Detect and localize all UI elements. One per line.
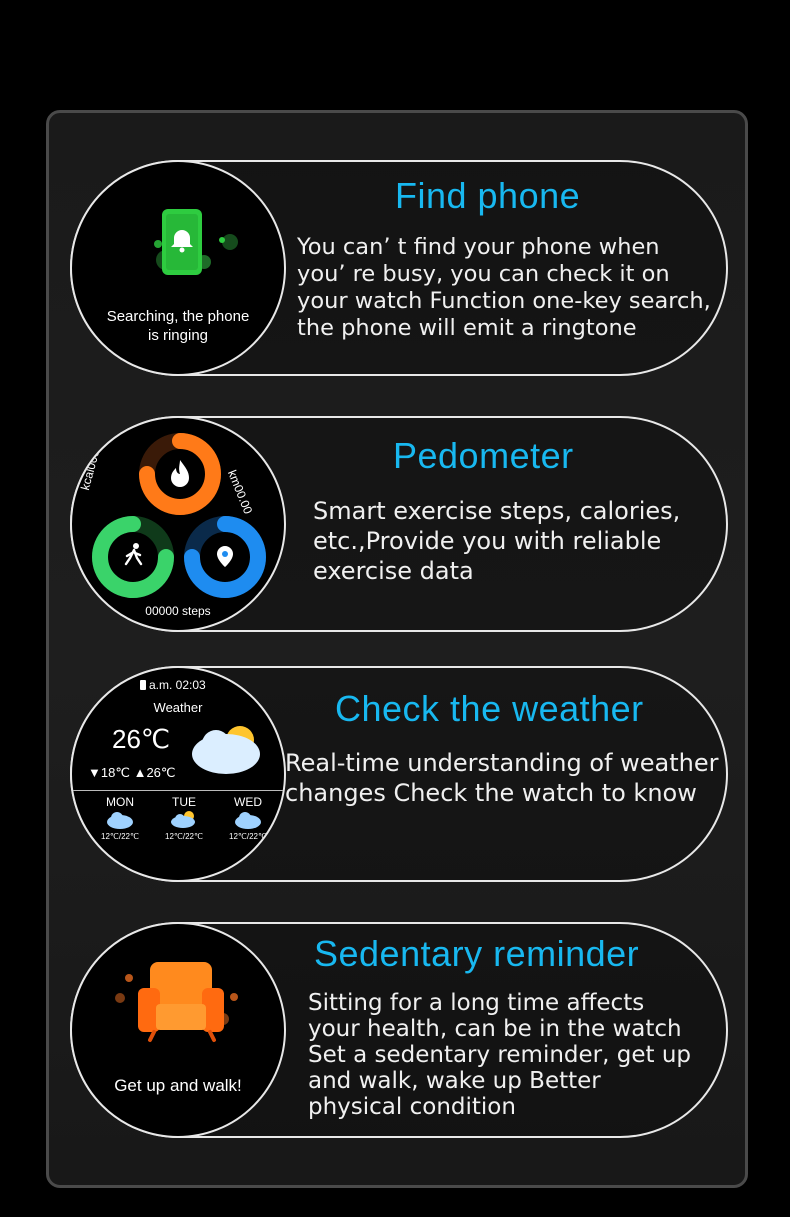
forecast-row <box>94 795 274 841</box>
weather-description: Real-time understanding of weather changes Check the watch to know <box>285 749 719 807</box>
current-temperature: 26℃ <box>112 724 171 754</box>
armchair-icon <box>72 924 286 1138</box>
low-arrow-icon: ▼ <box>88 765 101 780</box>
find-phone-description: You can’ t find your phone when you’ re busy, you can check it on your watch Function one-key search, the phone will emit a ringtone <box>297 234 711 341</box>
partly-cloudy-icon <box>190 718 270 778</box>
sedentary-description: Sitting for a long time affects your health, can be in the watch Set a sedentary reminder, get up and walk, wake up Better physical condition <box>308 990 691 1120</box>
cloud-icon <box>234 809 262 829</box>
find-phone-title: Find phone <box>395 175 581 216</box>
cloud-icon <box>106 809 134 829</box>
sedentary-title: Sedentary reminder <box>314 933 640 974</box>
calories-value: kcal00000 <box>78 435 106 492</box>
pedometer-title: Pedometer <box>393 435 574 476</box>
weather-watch-face <box>70 666 286 882</box>
pedometer-description: Smart exercise steps, calories, etc.,Provide you with reliable exercise data <box>313 497 681 585</box>
divider <box>72 790 286 791</box>
sedentary-watch-face <box>70 922 286 1138</box>
battery-icon <box>140 680 146 690</box>
forecast-day: TUE 12℃/22℃ <box>165 795 203 841</box>
distance-value: km00.00 <box>225 468 256 516</box>
fire-icon <box>171 460 189 487</box>
walking-icon <box>126 543 141 564</box>
find-phone-status-line1: Searching, the phone <box>106 308 250 325</box>
watch-time: a.m. 02:03 <box>140 678 206 692</box>
temperature-range: ▼18℃ ▲26℃ <box>88 765 176 780</box>
weather-label: Weather <box>153 700 203 715</box>
find-phone-status-line2: is ringing <box>147 327 209 344</box>
find-phone-watch-face <box>70 160 286 376</box>
partly-cloudy-small-icon <box>170 809 198 829</box>
forecast-day: MON 12℃/22℃ <box>101 795 139 841</box>
high-arrow-icon: ▲ <box>133 765 147 780</box>
steps-value: 00000 steps <box>145 604 211 618</box>
forecast-day: WED 12℃/22℃ <box>229 795 267 841</box>
pedometer-watch-face <box>70 416 286 632</box>
weather-title: Check the weather <box>335 688 644 729</box>
sedentary-message: Get up and walk! <box>114 1076 242 1095</box>
